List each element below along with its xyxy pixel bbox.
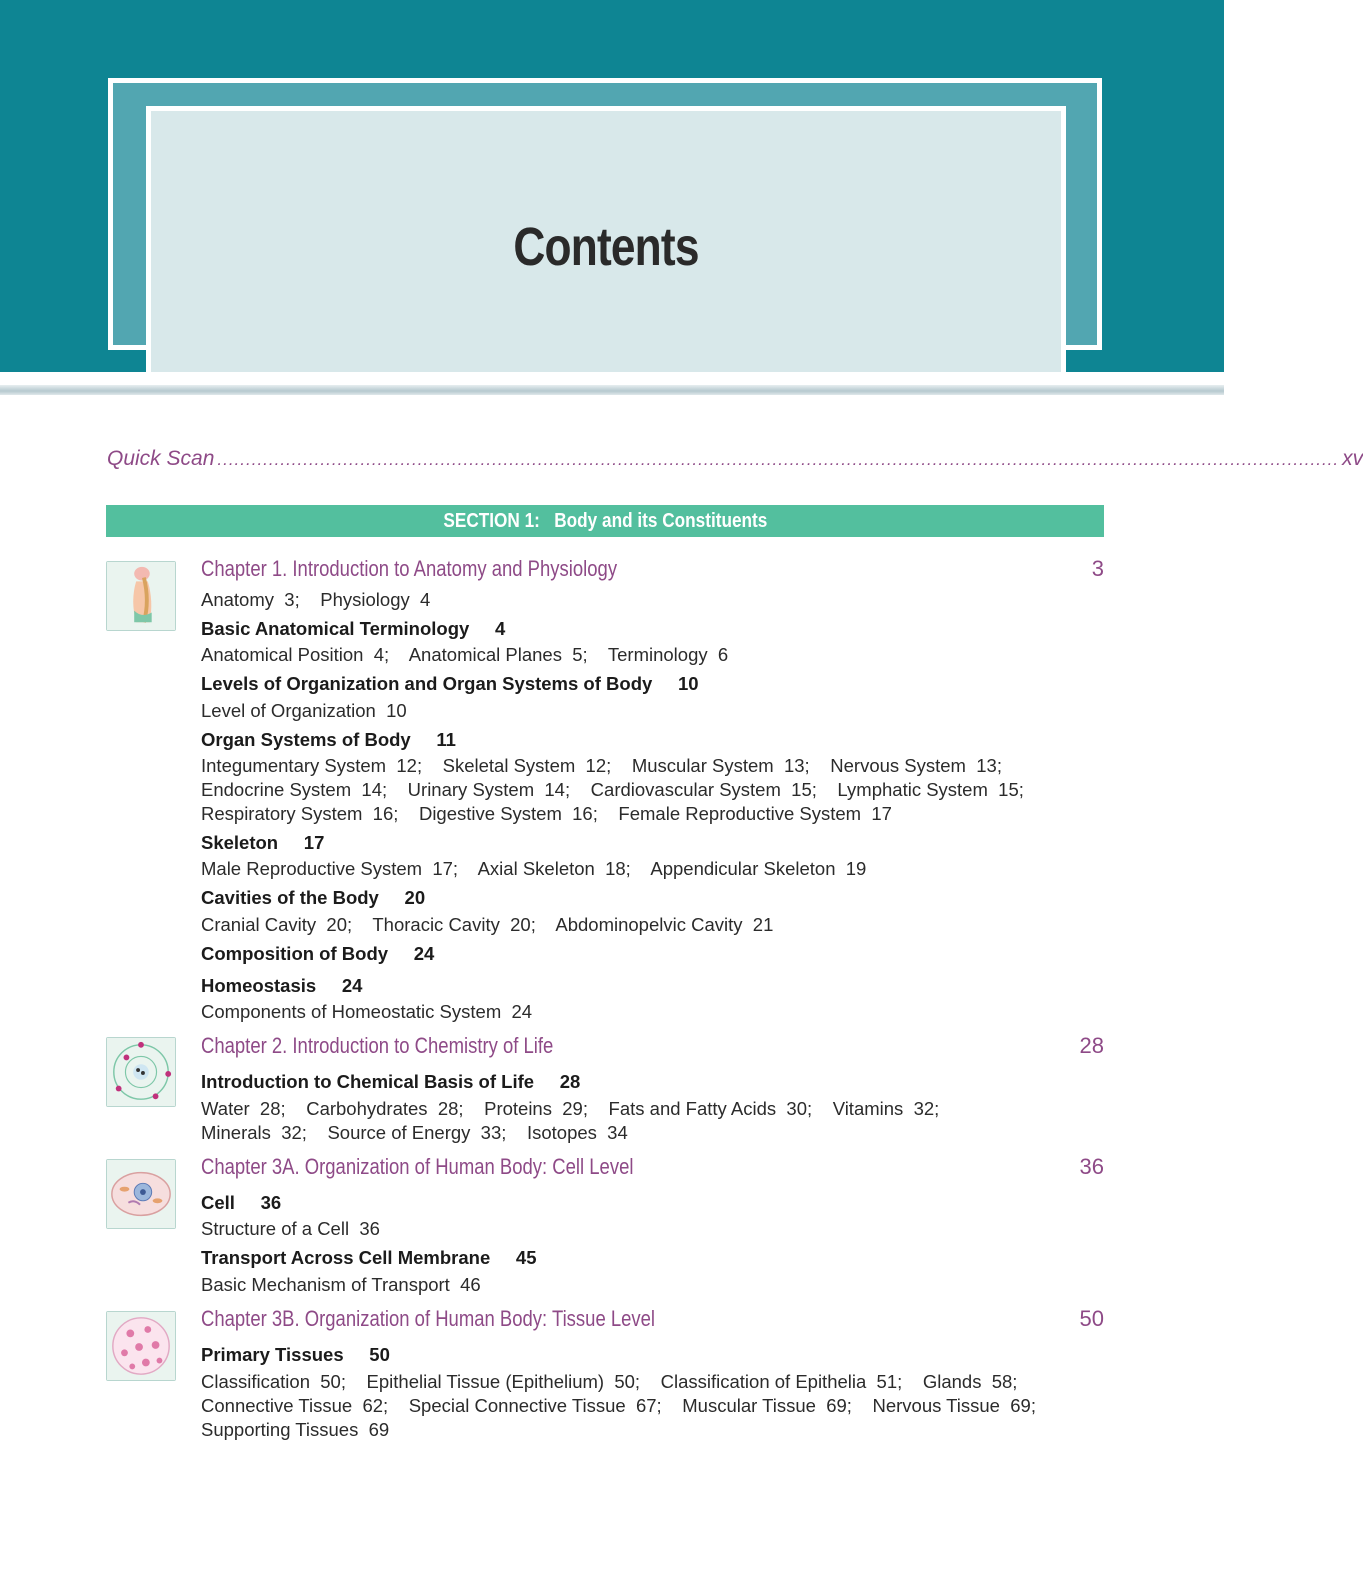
leader-dots: .................................................................................................................................................................................................... <box>217 450 1340 469</box>
chapter-1-heading[interactable] <box>201 554 1104 584</box>
page-title: Contents <box>513 216 699 277</box>
title-panel <box>151 111 1061 372</box>
quick-scan-label: Quick Scan <box>107 447 215 470</box>
section-title: SECTION 1: Body and its Constituents <box>443 509 767 532</box>
entry-line[interactable]: Anatomical Position 4; Anatomical Planes 5; Terminology 6 <box>201 644 729 665</box>
topic-heading[interactable]: Organ Systems of Body 11 <box>201 729 456 750</box>
chapter-title: Chapter 3A. Organization of Human Body: Cell Level <box>201 1154 634 1179</box>
chapter-2-heading[interactable] <box>201 1031 1104 1061</box>
entry-line[interactable]: Level of Organization 10 <box>201 700 407 721</box>
spine-figure-icon <box>106 561 176 631</box>
chapter-page: 28 <box>1079 1033 1104 1058</box>
entry-line[interactable]: Classification 50; Epithelial Tissue (Epithelium) 50; Classification of Epithelia 51; Glands 58; <box>201 1371 1018 1392</box>
entry-line[interactable]: Components of Homeostatic System 24 <box>201 1001 533 1022</box>
chapter-title: Chapter 1. Introduction to Anatomy and Physiology <box>201 556 618 581</box>
entry-line[interactable]: Anatomy 3; Physiology 4 <box>201 589 431 610</box>
topic-heading[interactable]: Transport Across Cell Membrane 45 <box>201 1247 537 1268</box>
topic-heading[interactable]: Composition of Body 24 <box>201 943 435 964</box>
chapter-title: Chapter 2. Introduction to Chemistry of Life <box>201 1033 554 1058</box>
entry-line[interactable]: Cranial Cavity 20; Thoracic Cavity 20; Abdominopelvic Cavity 21 <box>201 914 774 935</box>
cell-icon <box>106 1159 176 1229</box>
quick-scan-page: xv <box>1342 447 1363 470</box>
atom-icon <box>106 1037 176 1107</box>
topic-heading[interactable]: Cell 36 <box>201 1192 282 1213</box>
chapter-3b-heading[interactable] <box>201 1304 1104 1334</box>
title-frame <box>146 106 1066 372</box>
topic-heading[interactable]: Cavities of the Body 20 <box>201 887 426 908</box>
section-bar <box>106 505 1104 537</box>
topic-heading[interactable]: Introduction to Chemical Basis of Life 28 <box>201 1071 581 1092</box>
entry-line[interactable]: Connective Tissue 62; Special Connective Tissue 67; Muscular Tissue 69; Nervous Tissue 69; <box>201 1395 1036 1416</box>
topic-heading[interactable]: Skeleton 17 <box>201 832 325 853</box>
header-divider <box>0 385 1224 395</box>
chapter-page: 3 <box>1091 556 1104 581</box>
entry-line[interactable]: Respiratory System 16; Digestive System 16; Female Reproductive System 17 <box>201 803 892 824</box>
chapter-page: 50 <box>1079 1306 1104 1331</box>
entry-line[interactable]: Basic Mechanism of Transport 46 <box>201 1274 481 1295</box>
entry-line[interactable]: Endocrine System 14; Urinary System 14; Cardiovascular System 15; Lymphatic System 15; <box>201 779 1024 800</box>
entry-line[interactable]: Structure of a Cell 36 <box>201 1218 380 1239</box>
entry-line[interactable]: Supporting Tissues 69 <box>201 1419 390 1440</box>
entry-line[interactable]: Minerals 32; Source of Energy 33; Isotopes 34 <box>201 1122 628 1143</box>
topic-heading[interactable]: Homeostasis 24 <box>201 975 363 996</box>
topic-heading[interactable]: Basic Anatomical Terminology 4 <box>201 618 506 639</box>
tissue-icon <box>106 1311 176 1381</box>
chapter-3a-heading[interactable] <box>201 1152 1104 1182</box>
entry-line[interactable]: Male Reproductive System 17; Axial Skeleton 18; Appendicular Skeleton 19 <box>201 858 867 879</box>
chapter-title: Chapter 3B. Organization of Human Body: Tissue Level <box>201 1306 656 1331</box>
chapter-page: 36 <box>1079 1154 1104 1179</box>
topic-heading[interactable]: Primary Tissues 50 <box>201 1344 390 1365</box>
entry-line[interactable]: Integumentary System 12; Skeletal System 12; Muscular System 13; Nervous System 13; <box>201 755 1002 776</box>
entry-line[interactable]: Water 28; Carbohydrates 28; Proteins 29; Fats and Fatty Acids 30; Vitamins 32; <box>201 1098 940 1119</box>
quick-scan-entry[interactable] <box>107 447 1363 471</box>
topic-heading[interactable]: Levels of Organization and Organ Systems of Body 10 <box>201 673 699 694</box>
